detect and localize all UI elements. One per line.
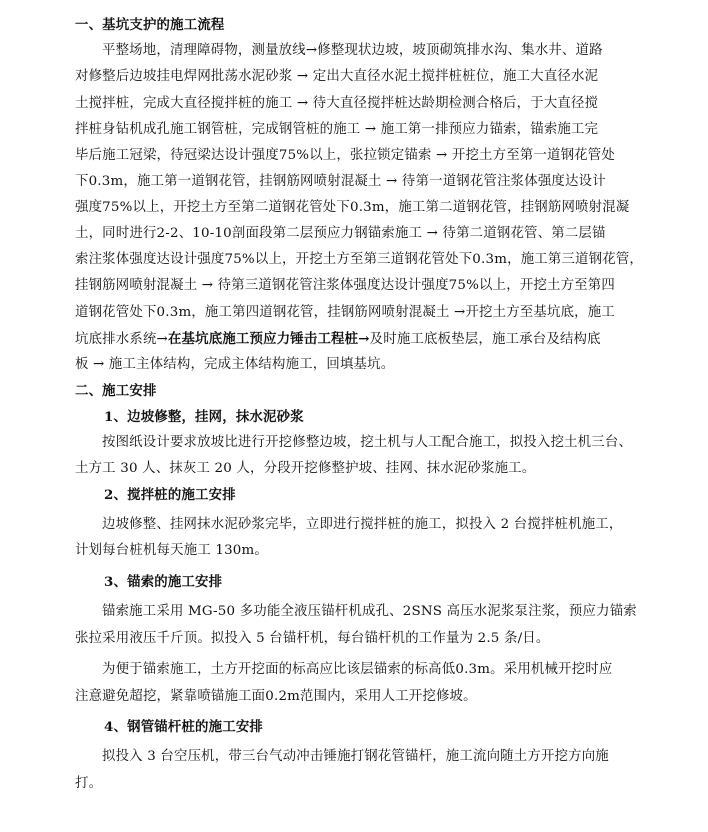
section1-line-12-post: 及时施工底板垫层，施工承台及结构底 [369,332,601,347]
sub2-title: 2、搅拌桩的施工安排 [104,487,236,503]
section1-title: 一、基坑支护的施工流程 [75,17,225,33]
sub3-line-4: 注意避免超挖，紧靠喷锚施工面0.2m范围内，采用人工开挖修坡。 [75,689,477,704]
section1-line-2: 对修整后边坡挂电焊网批荡水泥砂浆 → 定出大直径水泥土搅拌桩桩位，施工大直径水泥 [75,69,599,84]
sub3-line-3: 为便于锚索施工，土方开挖面的标高应比该层锚索的标高低0.3m。采用机械开挖时应 [102,662,613,677]
sub2-line-2: 计划每台桩机每天施工 130m。 [75,543,269,558]
sub1-line-2: 土方工 30 人、抹灰工 20 人，分段开挖修整护坡、挂网、抹水泥砂浆施工。 [75,461,536,476]
sub4-line-1: 拟投入 3 台空压机，带三台气动冲击锤施打钢花管锚杆，施工流向随土方开挖方向施 [102,749,609,764]
section1-line-4: 拌桩身钻机成孔施工钢管桩，完成钢管桩的施工 → 施工第一排预应力锚索，锚索施工完 [75,122,599,137]
sub3-line-1: 锚索施工采用 MG-50 多功能全液压锚杆机成孔、2SNS 高压水泥浆泵注浆，预应力锚索 [102,604,637,619]
sub2-line-1: 边坡修整、挂网抹水泥砂浆完毕，立即进行搅拌桩的施工，拟投入 2 台搅拌桩机施工， [102,517,623,532]
section1-line-8: 土，同时进行2-2、10-10剖面段第二层预应力钢锚索施工 → 待第二道钢花管、第二层锚 [75,226,606,241]
section1-line-12 [75,330,601,349]
section1-line-9: 索注浆体强度达设计强度75%以上，开挖土方至第三道钢花管处下0.3m，施工第三道钢花管， [75,252,644,267]
section1-line-3: 土搅拌桩，完成大直径搅拌桩的施工 → 待大直径搅拌桩达龄期检测合格后，于大直径搅 [75,96,599,111]
sub4-title: 4、钢管锚杆桩的施工安排 [104,719,264,735]
sub4-line-2: 打。 [75,776,103,791]
section1-line-6: 下0.3m，施工第一道钢花管，挂钢筋网喷射混凝土 → 待第一道钢花管注浆体强度达设计 [75,174,606,189]
section1-line-5: 毕后施工冠梁，待冠梁达设计强度75%以上，张拉锁定锚索 → 开挖土方至第一道钢花管处 [75,148,615,163]
section1-line-10: 挂钢筋网喷射混凝土 → 待第三道钢花管注浆体强度达设计强度75%以上，开挖土方至第四 [75,278,615,293]
section1-line-7: 强度75%以上，开挖土方至第二道钢花管处下0.3m，施工第二道钢花管，挂钢筋网喷射混凝 [75,200,630,215]
sub3-title: 3、锚索的施工安排 [104,574,223,590]
section1-line-12-bold: 在基坑底施工预应力锤击工程桩→ [167,331,370,347]
section1-line-1: 平整场地，清理障碍物，测量放线→修整现状边坡，坡顶砌筑排水沟、集水井、道路 [102,43,603,58]
sub1-title: 1、边坡修整，挂网，抹水泥砂浆 [104,409,304,425]
sub3-line-2: 张拉采用液压千斤顶。拟投入 5 台锚杆机，每台锚杆机的工作量为 2.5 条/日。 [75,631,550,646]
section1-line-13: 板 → 施工主体结构，完成主体结构施工，回填基坑。 [75,357,395,372]
section1-line-12-pre: 坑底排水系统→ [75,332,168,347]
sub1-line-1: 按图纸设计要求放坡比进行开挖修整边坡，挖土机与人工配合施工，拟投入挖土机三台、 [102,435,633,450]
section1-line-11: 道钢花管处下0.3m，施工第四道钢花管，挂钢筋网喷射混凝土 →开挖土方至基坑底，施工 [75,305,615,320]
section2-title: 二、施工安排 [75,383,157,399]
